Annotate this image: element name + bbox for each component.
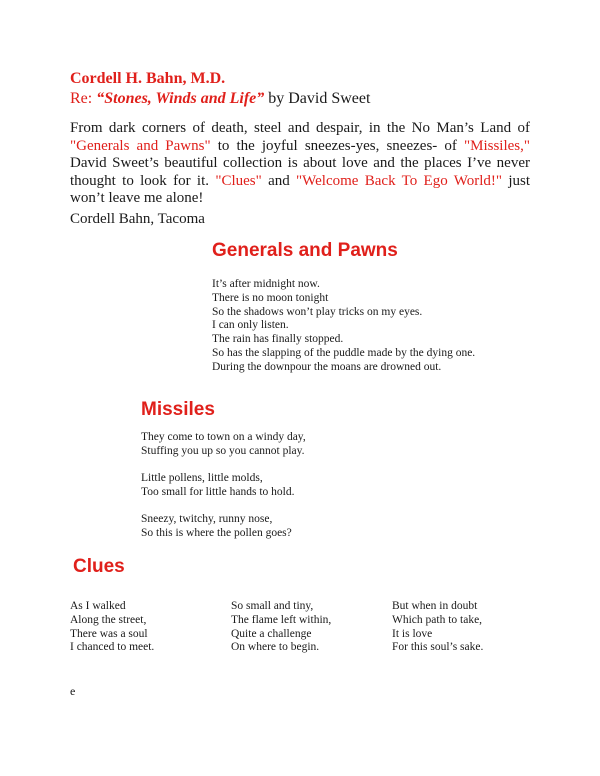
poem-line: They come to town on a windy day, <box>141 431 306 443</box>
book-title: “Stones, Winds and Life” <box>96 90 265 107</box>
intro-ref-welcome: "Welcome Back To Ego World!" <box>296 172 502 189</box>
poem-stanza <box>141 472 306 500</box>
clues-column <box>392 600 483 655</box>
byline: by David Sweet <box>264 90 371 107</box>
intro-paragraph <box>70 120 530 208</box>
poem-line: It’s after midnight now. <box>212 278 320 290</box>
footer-mark: e <box>70 684 76 698</box>
poem-line: It is love <box>392 627 433 640</box>
poem-line: On where to begin. <box>231 641 320 654</box>
intro-text-3: David Sweet’s beautiful collection is about love and the places I’ve never thought to look for it. <box>70 155 530 189</box>
re-prefix: Re: <box>70 90 97 107</box>
poem-line: Sneezy, twitchy, runny nose, <box>141 512 273 525</box>
clues-column <box>70 600 154 655</box>
clues-column <box>231 600 331 655</box>
poem-stanza <box>141 431 306 459</box>
intro-text-1: From dark corners of death, steel and despair, in the No Man’s Land of <box>70 120 530 136</box>
poem-line: Quite a challenge <box>231 627 312 640</box>
poem-title-generals: Generals and Pawns <box>212 240 398 261</box>
intro-ref-missiles: "Missiles," <box>463 137 530 154</box>
poem-missiles <box>141 431 306 541</box>
poem-line: There is no moon tonight <box>212 291 329 304</box>
poem-line: So small and tiny, <box>231 600 314 612</box>
poem-line: So this is where the pollen goes? <box>141 526 292 539</box>
poem-line: Along the street, <box>70 613 147 626</box>
author-line: Cordell H. Bahn, M.D. <box>70 70 226 87</box>
poem-line: I can only listen. <box>212 319 289 332</box>
poem-line: Little pollens, little molds, <box>141 471 263 484</box>
poem-stanza <box>141 513 306 541</box>
poem-line: I chanced to meet. <box>70 641 155 654</box>
poem-line: There was a soul <box>70 627 148 640</box>
poem-line: As I walked <box>70 600 126 612</box>
intro-text-4: and <box>261 172 297 189</box>
poem-line: So has the slapping of the puddle made by the dying one. <box>212 346 476 359</box>
poem-title-clues: Clues <box>73 556 125 577</box>
poem-line: So the shadows won’t play tricks on my eyes. <box>212 305 423 318</box>
poem-line: Too small for little hands to hold. <box>141 485 295 498</box>
intro-ref-generals: "Generals and Pawns" <box>70 137 211 154</box>
signature: Cordell Bahn, Tacoma <box>70 211 205 227</box>
intro-text-2: to the joyful sneezes-yes, sneezes- of <box>210 137 464 154</box>
poem-line: Stuffing you up so you cannot play. <box>141 444 305 457</box>
poem-generals <box>212 278 475 375</box>
poem-line: The flame left within, <box>231 613 332 626</box>
intro-text-5: just won’t leave me alone! <box>70 172 530 206</box>
poem-title-missiles: Missiles <box>141 399 215 420</box>
review-reference <box>70 90 370 108</box>
poem-line: The rain has finally stopped. <box>212 333 344 346</box>
poem-line: Which path to take, <box>392 613 483 626</box>
poem-line: For this soul’s sake. <box>392 641 484 654</box>
intro-ref-clues: "Clues" <box>215 172 262 189</box>
poem-line: But when in doubt <box>392 600 478 612</box>
poem-line: During the downpour the moans are drowned out. <box>212 360 442 373</box>
